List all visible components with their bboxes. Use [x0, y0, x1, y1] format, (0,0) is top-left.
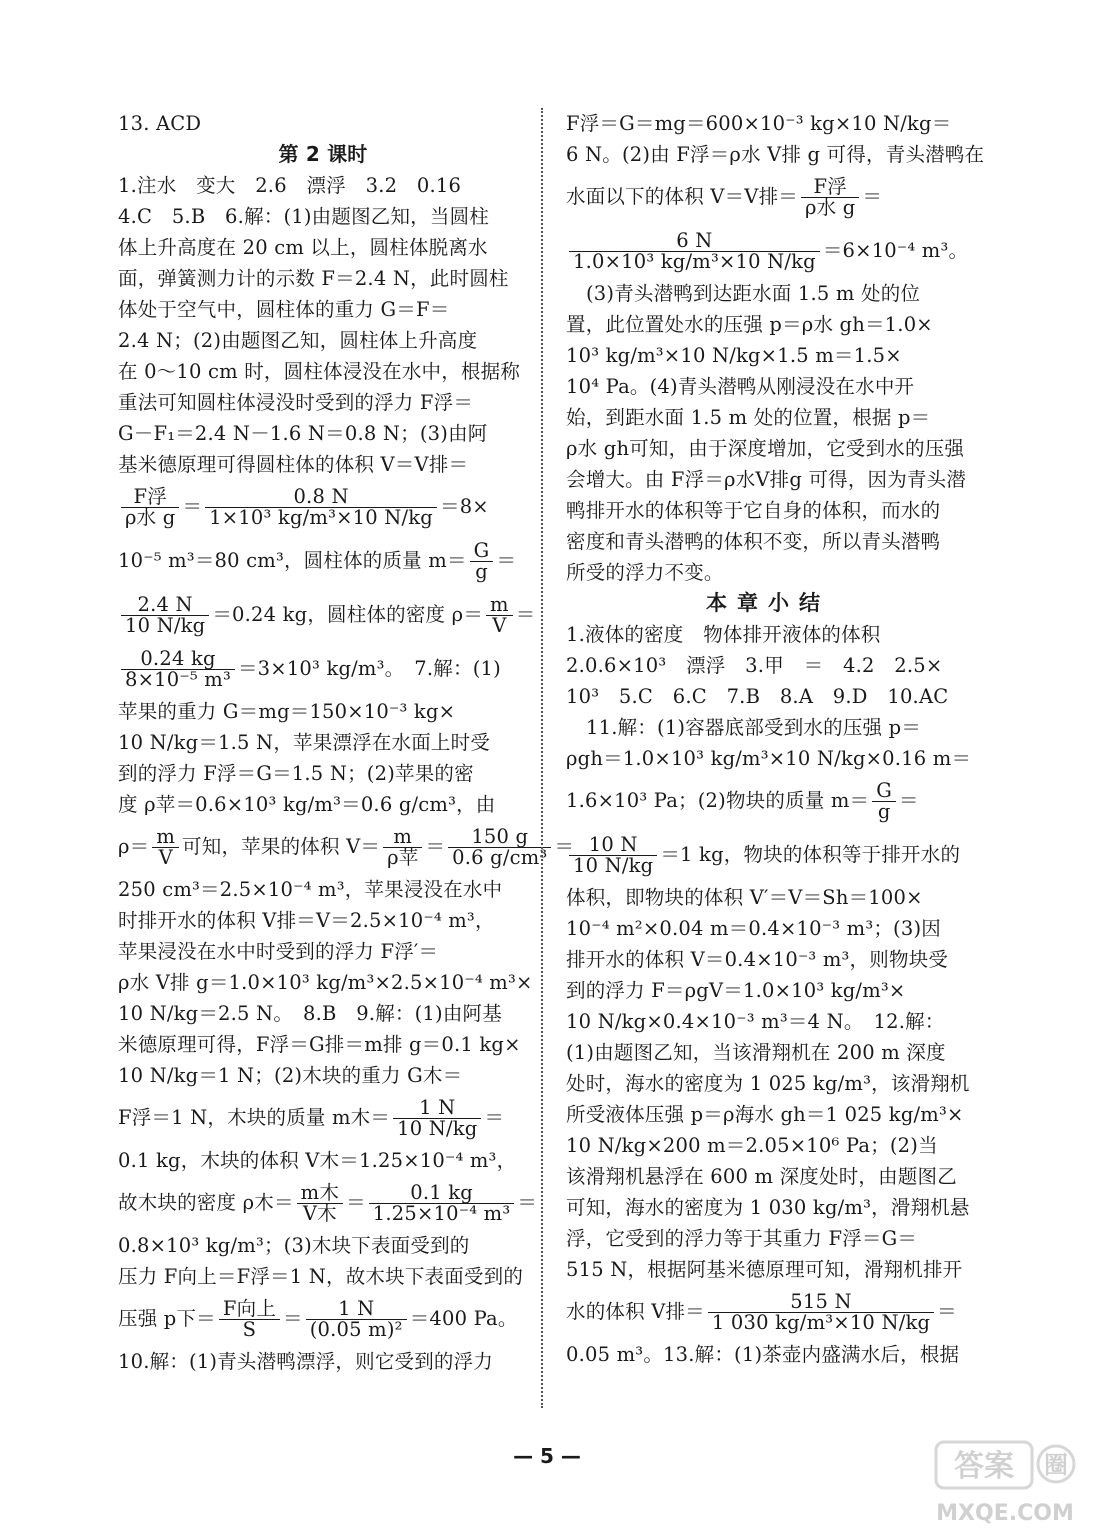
text-line: ρgh＝1.0×10³ kg/m³×10 N/kg×0.16 m＝: [566, 747, 972, 770]
fraction: [297, 1183, 343, 1224]
formula-line: [118, 1292, 528, 1346]
formula-text: ＝: [862, 185, 883, 208]
fraction: [205, 487, 437, 528]
text-line: 时排开水的体积 V排＝V＝2.5×10⁻⁴ m³，: [118, 909, 495, 932]
text-line: 0.05 m³。13.解：(1)茶壶内盛满水后，根据: [566, 1343, 960, 1366]
fraction: [369, 1183, 515, 1224]
formula-text: ＝0.24 kg，圆柱体的密度 ρ＝: [212, 603, 484, 626]
formula-line: [566, 170, 970, 224]
formula-text: ＝: [515, 603, 536, 626]
text-line: 鸭排开水的体积等于它自身的体积，而水的: [566, 499, 941, 522]
fraction: [219, 1299, 280, 1340]
text-line: 所受液体压强 p＝ρ海水 gh＝1 025 kg/m³×: [566, 1103, 964, 1126]
text-line: 13. ACD: [118, 112, 202, 135]
formula-text: ＝: [517, 1191, 538, 1214]
formula-line: [118, 588, 536, 642]
fraction: [708, 1292, 934, 1333]
text-line: 基米德原理可得圆柱体的体积 V＝V排＝: [118, 453, 469, 476]
section-heading-text: 本章小结: [706, 591, 830, 615]
fraction-denominator: 1.25×10⁻⁴ m³: [372, 1202, 511, 1225]
fraction: [393, 1098, 481, 1139]
formula-line: [118, 480, 528, 534]
text-line: 所受的浮力不变。: [566, 561, 724, 584]
fraction: [569, 835, 657, 876]
fraction-numerator: F浮: [121, 487, 179, 508]
fraction: [448, 827, 551, 868]
fraction-numerator: 10 N: [569, 835, 657, 856]
text-line: 2.0.6×10³ 漂浮 3.甲 ＝ 4.2 2.5×: [566, 654, 943, 677]
text-line: 0.1 kg，木块的体积 V木＝1.25×10⁻⁴ m³，: [118, 1149, 517, 1172]
text-line: 10 N/kg＝1 N；(2)木块的重力 G木＝: [118, 1064, 463, 1087]
text-line: 排开水的体积 V＝0.4×10⁻³ m³，则物块受: [566, 948, 949, 971]
text-line: 250 cm³＝2.5×10⁻⁴ m³，苹果浸没在水中: [118, 878, 503, 901]
fraction-denominator: 1 030 kg/m³×10 N/kg: [711, 1311, 931, 1334]
fraction-numerator: 0.24 kg: [121, 649, 235, 670]
fraction-numerator: F浮: [801, 177, 859, 198]
text-line: 10³ kg/m³×10 N/kg×1.5 m＝1.5×: [566, 344, 902, 367]
fraction: [569, 231, 820, 272]
formula-line: [566, 1285, 970, 1339]
text-line: 浮，它受到的浮力等于其重力 F浮＝G＝: [566, 1227, 918, 1250]
text-line: 到的浮力 F＝ρgV＝1.0×10³ kg/m³×: [566, 979, 906, 1002]
fraction-denominator: V木: [302, 1202, 337, 1225]
left-column: [118, 108, 575, 1377]
fraction-numerator: 0.8 N: [205, 487, 437, 508]
formula-text: ＝: [182, 495, 203, 518]
formula-line: [118, 534, 528, 588]
fraction-denominator: g: [475, 560, 488, 583]
text-line: 置，此位置处水的压强 p＝ρ水 gh＝1.0×: [566, 313, 933, 336]
text-line: (3)青头潜鸭到达距水面 1.5 m 处的位: [586, 282, 921, 305]
fraction: [383, 827, 422, 868]
fraction-numerator: 2.4 N: [121, 595, 209, 616]
fraction-numerator: F向上: [219, 1299, 280, 1320]
text-line: 10⁴ Pa。(4)青头潜鸭从刚浸没在水中开: [566, 375, 915, 398]
fraction-denominator: ρ水 g: [125, 506, 176, 529]
section-heading-text: 第 2 课时: [278, 142, 368, 166]
text-line: 4.C 5.B 6.解：(1)由题图乙知，当圆柱: [118, 205, 489, 228]
text-line: 11.解：(1)容器底部受到水的压强 p＝: [586, 716, 922, 739]
text-line: 0.8×10³ kg/m³；(3)木块下表面受到的: [118, 1234, 470, 1257]
fraction-numerator: m: [486, 595, 513, 616]
text-line: 体上升高度在 20 cm 以上，圆柱体脱离水: [118, 236, 488, 259]
fraction: [121, 595, 209, 636]
text-line: ρ水 V排 g＝1.0×10³ kg/m³×2.5×10⁻⁴ m³×: [118, 971, 533, 994]
fraction-numerator: 6 N: [569, 231, 820, 252]
formula-text: 水面以下的体积 V＝V排＝: [566, 185, 798, 208]
formula-text: 故木块的密度 ρ木＝: [118, 1191, 294, 1214]
fraction: [486, 595, 513, 636]
text-line: 米德原理可得，F浮＝G排＝m排 g＝0.1 kg×: [118, 1033, 521, 1056]
fraction-denominator: 0.6 g/cm³: [452, 846, 548, 869]
formula-text: ＝: [346, 1191, 366, 1214]
page-number: — 5 —: [513, 1444, 581, 1468]
fraction-denominator: 10 N/kg: [125, 614, 206, 637]
formula-text: ＝3×10³ kg/m³。 7.解：(1): [237, 657, 501, 680]
formula-text: ＝: [425, 835, 446, 858]
fraction-denominator: g: [877, 800, 891, 823]
fraction-numerator: G: [872, 781, 896, 802]
text-line: 会增大。由 F浮＝ρ水V排g 可得，因为青头潜: [566, 468, 967, 491]
svg-text:MXQE.COM: MXQE.COM: [936, 1501, 1074, 1526]
fraction-numerator: m: [152, 827, 179, 848]
text-line: 10⁻⁴ m²×0.04 m＝0.4×10⁻³ m³；(3)因: [566, 917, 941, 940]
fraction-numerator: 150 g: [448, 827, 551, 848]
text-line: 2.4 N；(2)由题图乙知，圆柱体上升高度: [118, 329, 478, 352]
fraction-denominator: (0.05 m)²: [309, 1318, 403, 1341]
text-line: 始，到距水面 1.5 m 处的位置，根据 p＝: [566, 406, 931, 429]
formula-text: 水的体积 V排＝: [566, 1300, 705, 1323]
text-line: (1)由题图乙知，当该滑翔机在 200 m 深度: [566, 1041, 946, 1064]
text-line: 10 N/kg×200 m＝2.05×10⁶ Pa；(2)当: [566, 1134, 938, 1157]
fraction: [121, 487, 179, 528]
fraction: [801, 177, 859, 218]
text-line: 密度和青头潜鸭的体积不变，所以青头潜鸭: [566, 530, 941, 553]
fraction-denominator: V: [158, 846, 173, 869]
fraction-numerator: m: [383, 827, 422, 848]
text-line: 度 ρ苹＝0.6×10³ kg/m³＝0.6 g/cm³，由: [118, 793, 496, 816]
text-line: 1.注水 变大 2.6 漂浮 3.2 0.16: [118, 174, 462, 197]
fraction-denominator: S: [242, 1318, 257, 1341]
formula-text: ＝1 kg，物块的体积等于排开水的: [660, 843, 961, 866]
formula-line: [566, 828, 970, 882]
formula-text: ＝: [484, 1106, 505, 1129]
fraction: [872, 781, 896, 822]
text-line: F浮＝G＝mg＝600×10⁻³ kg×10 N/kg＝: [566, 112, 952, 135]
svg-text:圈: 圈: [1044, 1451, 1068, 1479]
fraction: [152, 827, 179, 868]
formula-line: [566, 774, 970, 828]
text-line: 6 N。(2)由 F浮＝ρ水 V排 g 可得，青头潜鸭在: [566, 143, 985, 166]
formula-text: 10⁻⁵ m³＝80 cm³，圆柱体的质量 m＝: [118, 549, 467, 572]
text-line: 体处于空气中，圆柱体的重力 G＝F＝: [118, 298, 450, 321]
text-line: 到的浮力 F浮＝G＝1.5 N；(2)苹果的密: [118, 762, 474, 785]
text-line: 压力 F向上＝F浮＝1 N，故木块下表面受到的: [118, 1265, 524, 1288]
formula-text: 1.6×10³ Pa；(2)物块的质量 m＝: [566, 789, 870, 812]
text-line: 苹果浸没在水中时受到的浮力 F浮′＝: [118, 940, 439, 963]
fraction-denominator: 8×10⁻⁵ m³: [125, 668, 231, 691]
formula-text: ＝: [283, 1307, 303, 1330]
formula-text: ＝8×: [440, 495, 489, 518]
fraction-numerator: 515 N: [708, 1292, 934, 1313]
text-line: 1.液体的密度 物体排开液体的体积: [566, 623, 881, 646]
formula-text: ρ＝: [118, 835, 150, 858]
formula-text: ＝: [899, 789, 919, 812]
section-heading: [566, 588, 970, 619]
text-line: 处时，海水的密度为 1 025 kg/m³，该滑翔机: [566, 1072, 970, 1095]
formula-line: [566, 224, 970, 278]
formula-text: ＝400 Pa。: [409, 1307, 518, 1330]
formula-text: ＝: [937, 1300, 957, 1323]
fraction-denominator: 1.0×10³ kg/m³×10 N/kg: [573, 250, 816, 273]
fraction-numerator: G: [470, 541, 494, 562]
column-divider: [541, 108, 543, 1408]
formula-text: ＝: [496, 549, 517, 572]
text-line: 面，弹簧测力计的示数 F＝2.4 N，此时圆柱: [118, 267, 509, 290]
fraction-denominator: 1×10³ kg/m³×10 N/kg: [209, 506, 433, 529]
formula-text: 压强 p下＝: [118, 1307, 216, 1330]
watermark-logo: [930, 1434, 1080, 1530]
formula-text: ＝: [554, 835, 575, 858]
section-heading: [118, 139, 528, 170]
text-line: 515 N，根据阿基米德原理可知，滑翔机排开: [566, 1258, 963, 1281]
formula-line: [118, 642, 528, 696]
fraction-numerator: 1 N: [393, 1098, 481, 1119]
text-line: 10 N/kg×0.4×10⁻³ m³＝4 N。 12.解：: [566, 1010, 945, 1033]
text-line: G－F₁＝2.4 N－1.6 N＝0.8 N；(3)由阿: [118, 422, 488, 445]
fraction: [470, 541, 494, 582]
formula-text: F浮＝1 N，木块的质量 m木＝: [118, 1106, 391, 1129]
fraction-denominator: V: [492, 614, 507, 637]
formula-text: ＝6×10⁻⁴ m³。: [822, 239, 969, 262]
fraction-denominator: ρ苹: [387, 846, 419, 869]
text-line: 10³ 5.C 6.C 7.B 8.A 9.D 10.AC: [566, 685, 949, 708]
fraction: [306, 1299, 407, 1340]
formula-line: [118, 1176, 538, 1230]
text-line: 体积，即物块的体积 V′＝V＝Sh＝100×: [566, 886, 923, 909]
fraction-numerator: 0.1 kg: [369, 1183, 515, 1204]
text-line: 在 0～10 cm 时，圆柱体浸没在水中，根据称: [118, 360, 521, 383]
text-line: 10.解：(1)青头潜鸭漂浮，则它受到的浮力: [118, 1350, 494, 1373]
fraction-denominator: 10 N/kg: [573, 854, 654, 877]
formula-line: [118, 820, 575, 874]
text-line: 重法可知圆柱体浸没时受到的浮力 F浮＝: [118, 391, 474, 414]
fraction-denominator: 10 N/kg: [397, 1117, 478, 1140]
right-column: [566, 108, 985, 1370]
text-line: 10 N/kg＝1.5 N，苹果漂浮在水面上时受: [118, 731, 491, 754]
formula-text: 可知，苹果的体积 V＝: [182, 835, 381, 858]
fraction: [121, 649, 235, 690]
text-line: 10 N/kg＝2.5 N。 8.B 9.解：(1)由阿基: [118, 1002, 502, 1025]
fraction-denominator: ρ水 g: [804, 196, 856, 219]
text-line: ρ水 gh可知，由于深度增加，它受到水的压强: [566, 437, 965, 460]
text-line: 苹果的重力 G＝mg＝150×10⁻³ kg×: [118, 700, 456, 723]
text-line: 该滑翔机悬浮在 600 m 深度处时，由题图乙: [566, 1165, 957, 1188]
text-line: 可知，海水的密度为 1 030 kg/m³，滑翔机悬: [566, 1196, 970, 1219]
fraction-numerator: 1 N: [306, 1299, 407, 1320]
formula-line: [118, 1091, 528, 1145]
svg-text:答案: 答案: [954, 1449, 1014, 1484]
fraction-numerator: m木: [297, 1183, 343, 1204]
